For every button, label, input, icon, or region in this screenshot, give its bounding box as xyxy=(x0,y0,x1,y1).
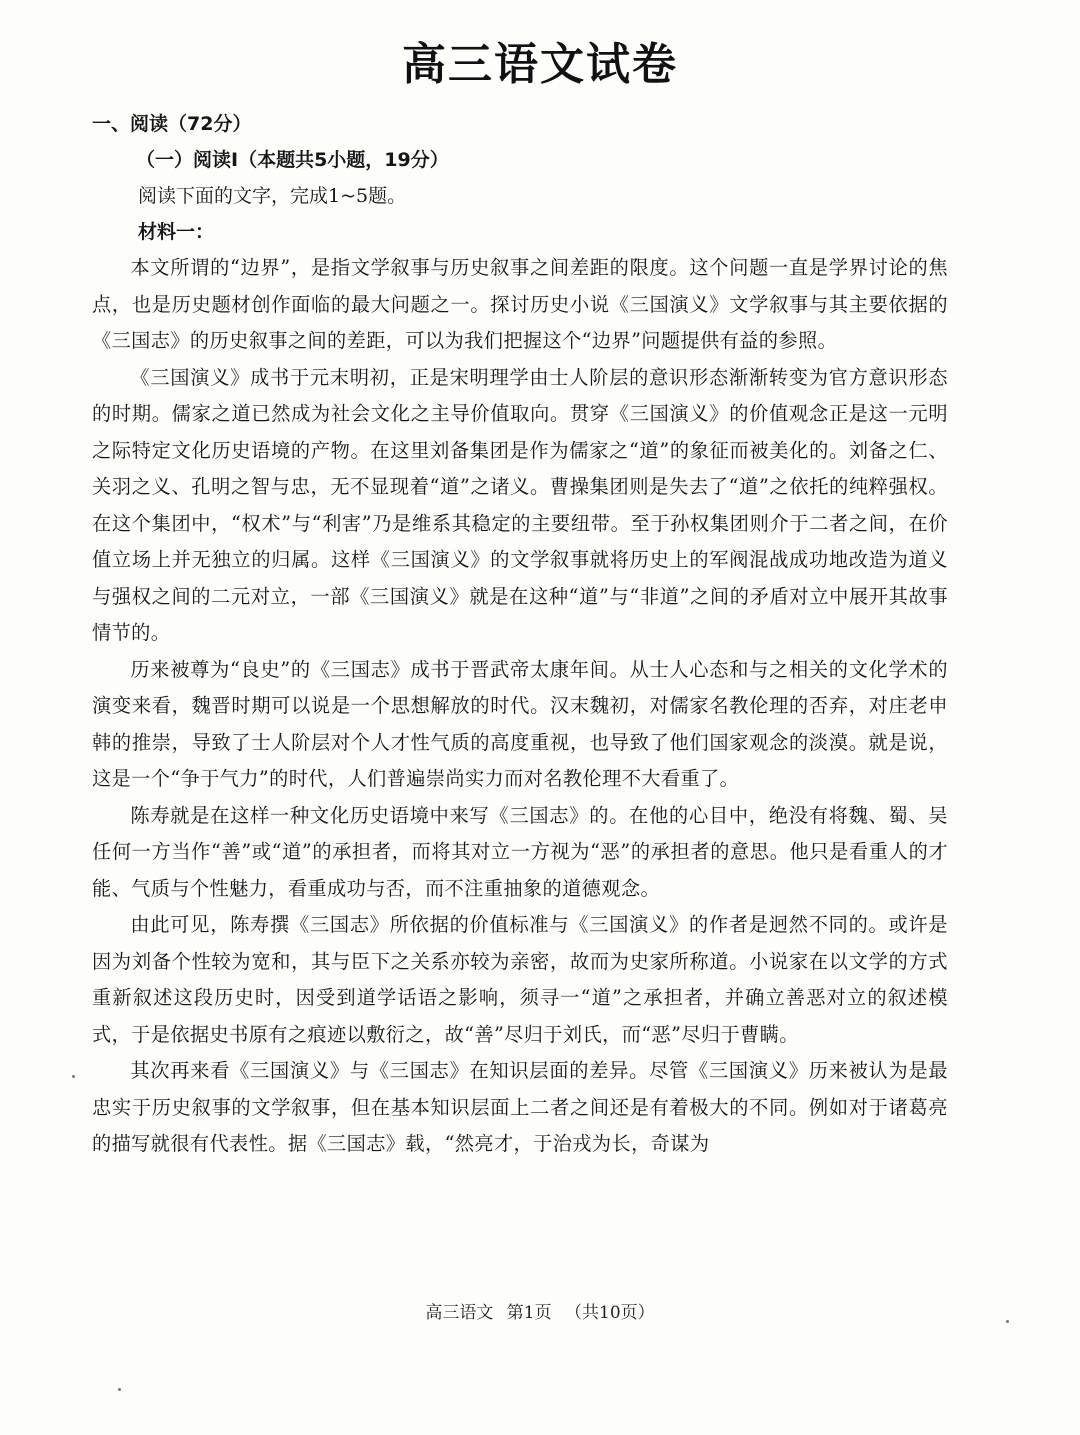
material-label: 材料一： xyxy=(138,221,215,243)
paragraph: 本文所谓的“边界”，是指文学叙事与历史叙事之间差距的限度。这个问题一直是学界讨论的焦点，也是历史题材创作面临的最大问题之一。探讨历史小说《三国演义》文学叙事与其主要依据的《三国志》的历史叙事之间的差距，可以为我们把握这个“边界”问题提供有益的参照。 xyxy=(92,256,948,352)
reading-instruction: 阅读下面的文字，完成1~5题。 xyxy=(138,185,407,207)
page-title: 高三语文试卷 xyxy=(402,39,678,90)
paragraph: 《三国演义》成书于元末明初，正是宋明理学由士人阶层的意识形态渐渐转变为官方意识形态的时期。儒家之道已然成为社会文化之主导价值取向。贯穿《三国演义》的价值观念正是这一元明之际特定文化历史语境的产物。在这里刘备集团是作为儒家之“道”的象征而被美化的。刘备之仁、关羽之义、孔明之智与忠，无不显现着“道”之诸义。曹操集团则是失去了“道”之依托的纯粹强权。在这个集团中，“权术”与“利害”乃是维系其稳定的主要纽带。至于孙权集团则介于二者之间，在价值立场上并无独立的归属。这样《三国演义》的文学叙事就将历史上的军阀混战成功地改造为道义与强权之间的二元对立，一部《三国演义》就是在这种“道”与“非道”之间的矛盾对立中展开其故事情节的。 xyxy=(92,365,948,644)
paragraph: 由此可见，陈寿撰《三国志》所依据的价值标准与《三国演义》的作者是迥然不同的。或许是因为刘备个性较为宽和，其与臣下之关系亦较为亲密，故而为史家所称道。小说家在以文学的方式重新叙述这段历史时，因受到道学话语之影响，须寻一“道”之承担者，并确立善恶对立的叙述模式，于是依据史书原有之痕迹以敷衍之，故“善”尽归于刘氏，而“恶”尽归于曹瞒。 xyxy=(92,913,948,1046)
section-heading: 一、阅读（72分） xyxy=(92,113,252,135)
paragraph: 其次再来看《三国演义》与《三国志》在知识层面的差异。尽管《三国演义》历来被认为是最忠实于历史叙事的文学叙事，但在基本知识层面上二者之间还是有着极大的不同。例如对于诸葛亮的描写就很有代表性。据《三国志》载，“然亮才，于治戎为长，奇谋为 xyxy=(92,1059,948,1155)
page-footer xyxy=(0,1298,1080,1323)
paragraph: 历来被尊为“良史”的《三国志》成书于晋武帝太康年间。从士人心态和与之相关的文化学术的演变来看，魏晋时期可以说是一个思想解放的时代。汉末魏初，对儒家名教伦理的否弃，对庄老申韩的推崇，导致了士人阶层对个人才性气质的高度重视，也导致了他们国家观念的淡漠。就是说，这是一个“争于气力”的时代，人们普遍崇尚实力而对名教伦理不大看重了。 xyxy=(92,657,948,790)
paragraph: 陈寿就是在这样一种文化历史语境中来写《三国志》的。在他的心目中，绝没有将魏、蜀、吴任何一方当作“善”或“道”的承担者，而将其对立一方视为“恶”的承担者的意思。他只是看重人的才能、气质与个性魅力，看重成功与否，而不注重抽象的道德观念。 xyxy=(92,803,948,900)
footer-subject: 高三语文 xyxy=(425,1303,494,1323)
scan-speck xyxy=(118,1388,121,1391)
subsection-heading: （一）阅读Ⅰ（本题共5小题，19分） xyxy=(136,149,449,171)
footer-total-pages: （共10页） xyxy=(565,1303,655,1323)
footer-page-number: 第1页 xyxy=(506,1303,552,1323)
scan-speck xyxy=(1006,1320,1009,1323)
exam-content xyxy=(92,106,948,1163)
scan-speck xyxy=(72,1075,75,1078)
